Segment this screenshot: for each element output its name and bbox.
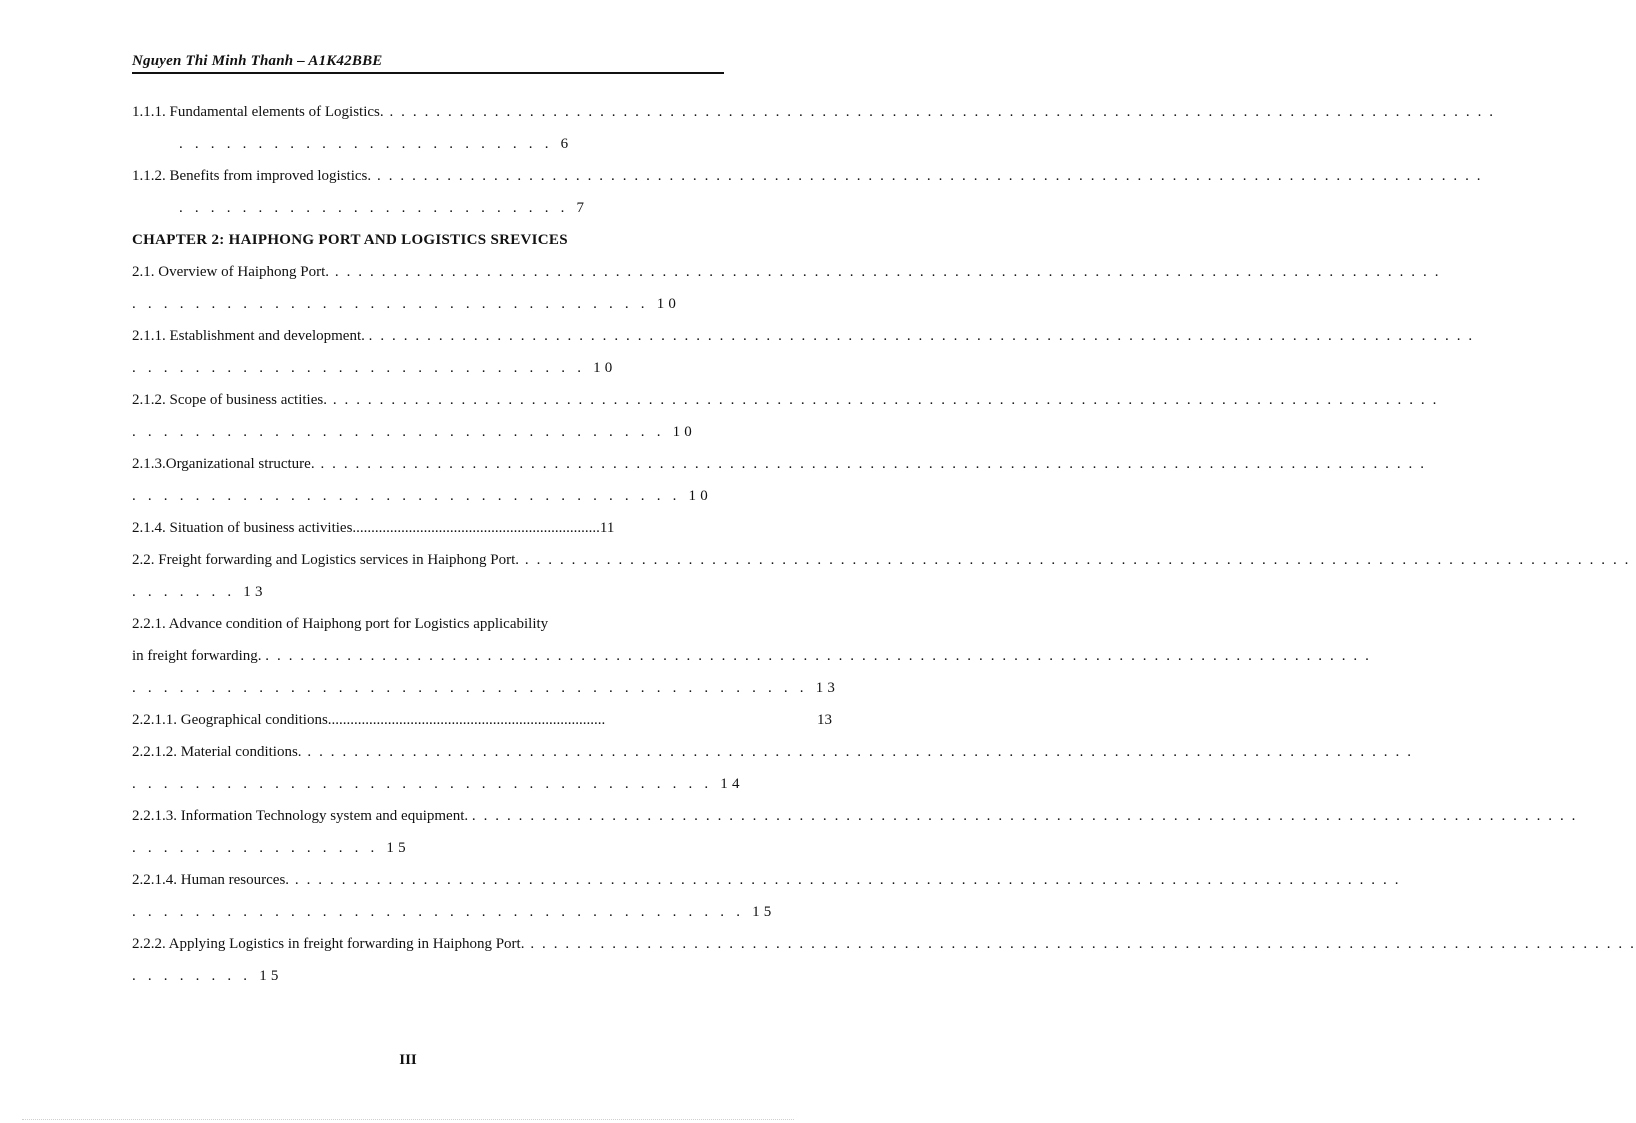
- toc-leader-page: . . . . . . . . . . . . . . . . . . . . . . . . . . . . . . . . . . . . . . . 15: [132, 904, 776, 920]
- toc-entry-2-2-1[interactable]: [132, 608, 724, 640]
- toc-entry-1-1-2-page: [132, 192, 724, 224]
- toc-leader-page: . . . . . . . . . . . . . . . . . . . . . . . . . . . . . . . . . 10: [132, 296, 681, 312]
- toc-entry-title: 2.2.1.3. Information Technology system and equipment.: [132, 808, 472, 824]
- toc-leader-page: . . . . . . . . . . . . . . . . . . . . . . . . . . . . . . . . . . . . . . . . . . . 13: [132, 680, 840, 696]
- toc-entry-2-2-1-4-page: [132, 896, 776, 928]
- toc-entry-title: 2.1. Overview of Haiphong Port.: [132, 264, 330, 280]
- toc-entry-title: 2.2. Freight forwarding and Logistics services in Haiphong Port.: [132, 552, 520, 568]
- toc-entry-2-2[interactable]: [132, 544, 724, 576]
- toc-entry-title: 2.2.1. Advance condition of Haiphong port for Logistics applicability: [132, 616, 549, 632]
- toc-entry-2-1-2[interactable]: [132, 384, 724, 416]
- toc-entry-title: 2.2.2. Applying Logistics in freight forwarding in Haiphong Port.: [132, 936, 525, 952]
- toc-entry-2-2-1-cont[interactable]: [132, 640, 724, 672]
- toc-entry-title: 2.2.1.4. Human resources.: [132, 872, 290, 888]
- toc-entry-2-2-page: [132, 576, 724, 608]
- toc-leader-page: . . . . . . . . . . . . . . . . . . . . . . . . . . . . . 10: [132, 360, 617, 376]
- toc-page-number: 13: [817, 712, 832, 728]
- toc-entry-2-2-1-3[interactable]: [132, 800, 724, 832]
- toc-entry-2-2-1-page: [132, 672, 840, 704]
- toc-entry-title: 2.1.2. Scope of business actities.: [132, 392, 327, 408]
- chapter-heading: CHAPTER 2: HAIPHONG PORT AND LOGISTICS SREVICES: [132, 232, 568, 248]
- toc-entry-2-2-1-4[interactable]: [132, 864, 724, 896]
- toc-entry-2-2-2-page: [132, 960, 724, 992]
- toc-entry-title: 2.2.1.1. Geographical conditions: [132, 712, 328, 728]
- toc-entry-2-1-page: [132, 288, 724, 320]
- toc-entry-1-1-1[interactable]: [132, 96, 724, 128]
- toc-entry-2-2-1-3-page: [132, 832, 724, 864]
- toc-entry-title: 2.2.1.2. Material conditions.: [132, 744, 302, 760]
- toc-leader-page: . . . . . . . . . . . . . . . . 15: [132, 840, 410, 856]
- toc-leader-page: . . . . . . . . . . . . . . . . . . . . . . . . . . . . . . . . . . . 10: [132, 488, 712, 504]
- toc-entry-2-2-1-1[interactable]: [132, 704, 832, 736]
- toc-entry-title-cont: in freight forwarding.: [132, 648, 266, 664]
- toc-entry-1-1-2[interactable]: [132, 160, 724, 192]
- toc-entry-1-1-1-page: [132, 128, 724, 160]
- toc-entry-2-1-1-page: [132, 352, 724, 384]
- toc-entry-title: 2.1.4. Situation of business activities: [132, 520, 353, 536]
- toc-leader-page: . . . . . . . . . . . . . . . . . . . . . . . . . . . . . . . . . . . . . 14: [132, 776, 744, 792]
- toc-leader-page: . . . . . . . 13: [132, 584, 267, 600]
- toc-entry-2-1-2-page: [132, 416, 724, 448]
- toc-leader-page: . . . . . . . . . . . . . . . . . . . . . . . . . . . . . . . . . . 10: [132, 424, 696, 440]
- page-header: [132, 52, 724, 74]
- toc-entry-title: 1.1.2. Benefits from improved logistics.: [132, 168, 372, 184]
- toc-entry-2-1-1[interactable]: [132, 320, 724, 352]
- toc-entry-2-1-3[interactable]: [132, 448, 724, 480]
- toc-entry-title: 1.1.1. Fundamental elements of Logistics.: [132, 104, 384, 120]
- table-of-contents: [132, 96, 840, 992]
- page-number: III: [399, 1052, 417, 1068]
- page-footer: [0, 1052, 816, 1069]
- toc-entry-2-2-1-2[interactable]: [132, 736, 724, 768]
- toc-leader-page: . . . . . . . . . . . . . . . . . . . . . . . . 6: [179, 136, 573, 152]
- toc-entry-2-2-2[interactable]: [132, 928, 724, 960]
- author-header: Nguyen Thi Minh Thanh – A1K42BBE: [132, 53, 383, 69]
- toc-entry-2-1-4[interactable]: [132, 512, 724, 544]
- toc-entry-2-1[interactable]: [132, 256, 724, 288]
- bottom-divider: [22, 1119, 794, 1120]
- toc-entry-2-2-1-2-page: [132, 768, 744, 800]
- toc-leader: ..................................................................: [352, 520, 600, 536]
- toc-entry-title: 2.1.3.Organizational structure.: [132, 456, 315, 472]
- toc-leader: ..........................................................................: [327, 712, 606, 728]
- toc-entry-2-1-3-page: [132, 480, 724, 512]
- toc-entry-title: 2.1.1. Establishment and development.: [132, 328, 369, 344]
- toc-page-number: 11: [599, 520, 615, 536]
- toc-chapter-2[interactable]: [132, 224, 724, 256]
- toc-leader-page: . . . . . . . . 15: [132, 968, 283, 984]
- toc-leader-page: . . . . . . . . . . . . . . . . . . . . . . . . . 7: [179, 200, 589, 216]
